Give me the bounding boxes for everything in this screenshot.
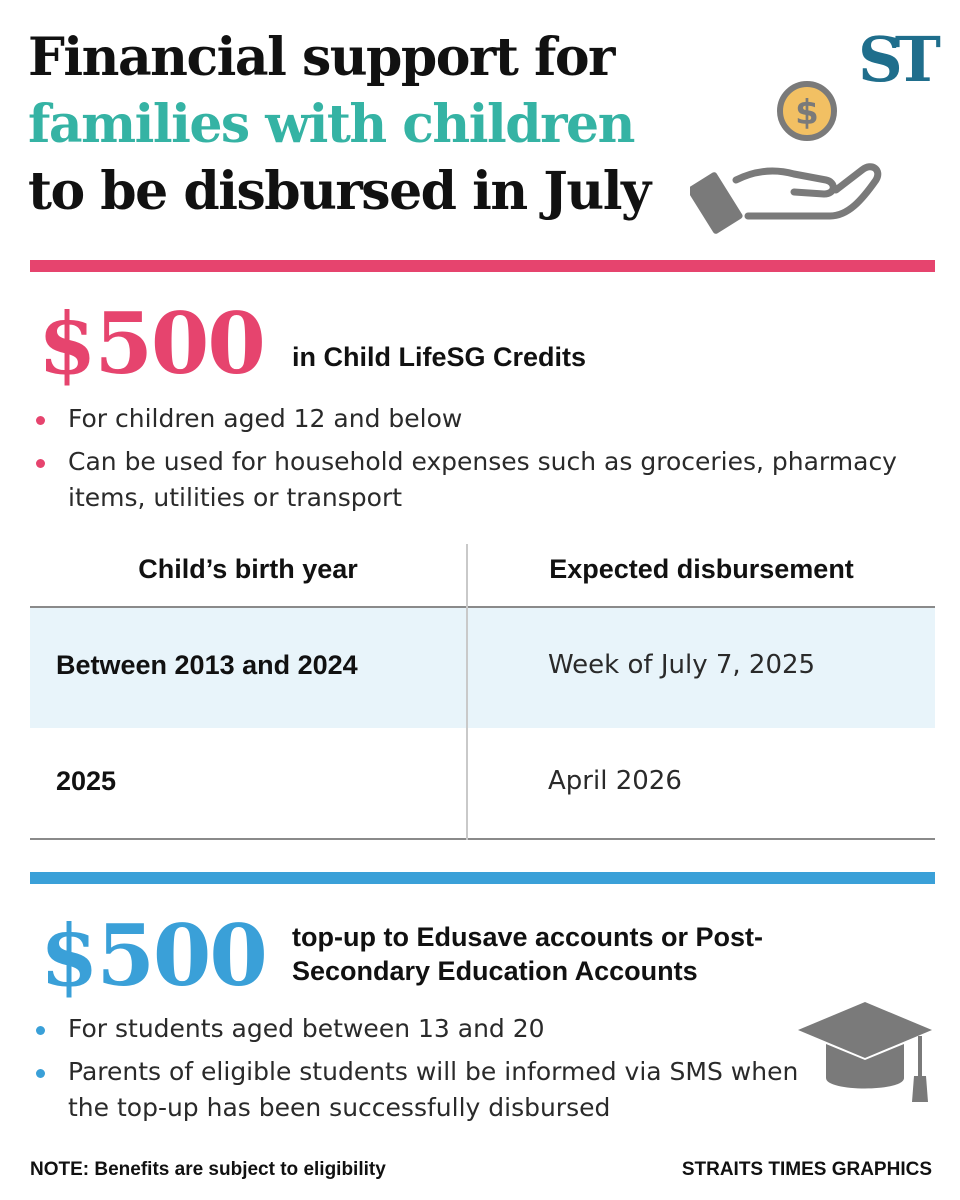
- table-header-divider: [30, 606, 935, 608]
- footnote: NOTE: Benefits are subject to eligibility: [30, 1159, 386, 1180]
- list-item: For children aged 12 and below: [34, 401, 914, 437]
- amount-child-credits: $500: [38, 294, 264, 393]
- table-bottom-divider: [30, 838, 935, 840]
- headline: [28, 24, 708, 225]
- headline-line-2: families with children: [28, 94, 634, 155]
- section-divider-pink: [30, 260, 935, 272]
- amount-label-child-credits: in Child LifeSG Credits: [292, 342, 587, 372]
- amount-edusave: $500: [40, 906, 266, 1005]
- graduation-cap-icon: [790, 992, 940, 1112]
- section-divider-blue: [30, 872, 935, 884]
- table-column-divider: [466, 544, 468, 840]
- table-cell-disbursement: Week of July 7, 2025: [548, 650, 816, 680]
- disbursement-table: [30, 544, 935, 840]
- st-logo: ST: [858, 23, 933, 96]
- table-header-disbursement: Expected disbursement: [549, 554, 854, 584]
- table-header-birth-year: Child’s birth year: [138, 554, 358, 584]
- list-item: Can be used for household expenses such as groceries, pharmacy items, utilities or transport: [34, 444, 914, 516]
- table-cell-disbursement: April 2026: [548, 766, 682, 796]
- headline-line-3: to be disbursed in July: [28, 161, 650, 222]
- amount-label-edusave: top-up to Edusave accounts or Post-Secondary Education Accounts: [292, 922, 764, 986]
- hand-coin-icon: [690, 76, 890, 236]
- svg-text:$: $: [795, 93, 819, 133]
- table-cell-birth-year: Between 2013 and 2024: [56, 650, 358, 680]
- headline-line-1: Financial support for: [28, 27, 614, 88]
- table-cell-birth-year: 2025: [56, 766, 117, 796]
- bullet-list-edusave: [34, 1011, 814, 1133]
- bullet-list-child-credits: [34, 401, 914, 523]
- graphics-credit: STRAITS TIMES GRAPHICS: [681, 1159, 932, 1180]
- list-item: For students aged between 13 and 20: [34, 1011, 814, 1047]
- list-item: Parents of eligible students will be informed via SMS when the top-up has been successfully disbursed: [34, 1054, 814, 1126]
